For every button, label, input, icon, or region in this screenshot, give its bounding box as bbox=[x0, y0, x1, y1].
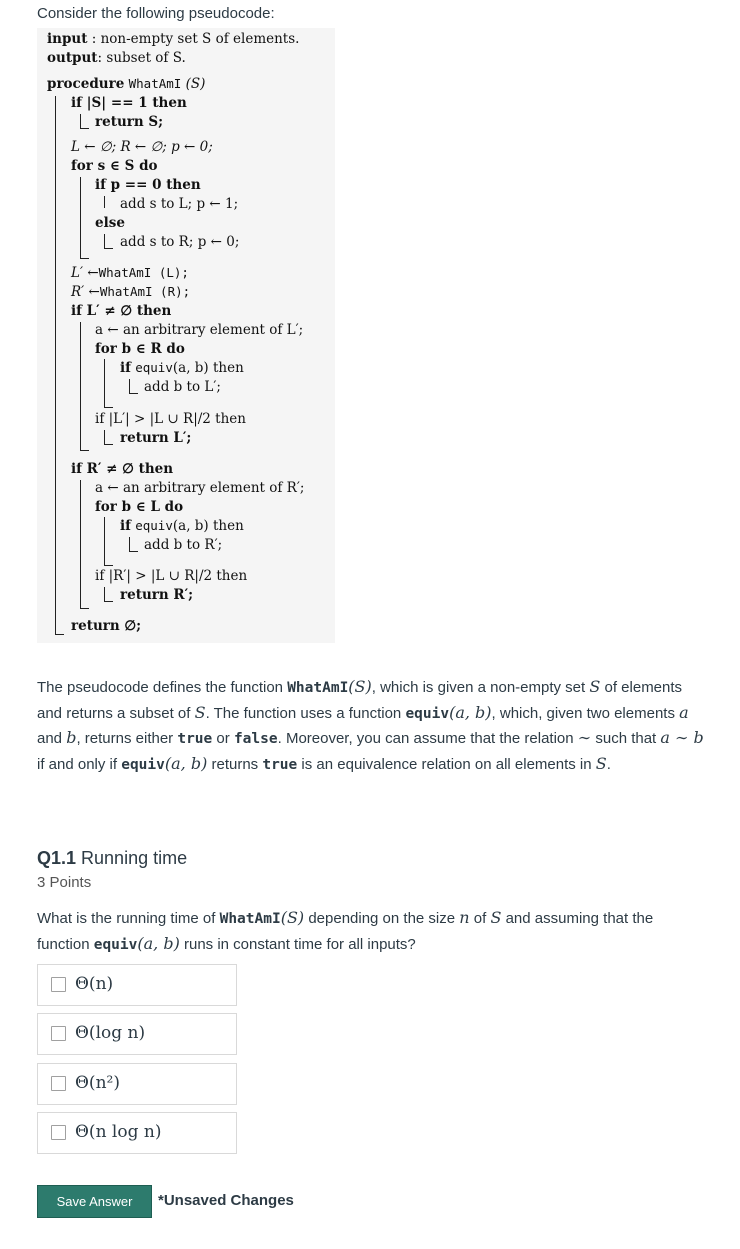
add-to-l: add s to L; p ← 1; bbox=[120, 196, 239, 212]
pseudocode-block bbox=[37, 28, 335, 643]
output-line: output: subset of S. bbox=[47, 50, 186, 66]
a-from-rprime: a ← an arbitrary element of R′; bbox=[95, 480, 305, 496]
add-b-rprime: add b to R′; bbox=[144, 537, 223, 553]
option-theta-n-squared[interactable] bbox=[37, 1063, 237, 1105]
save-answer-button[interactable]: Save Answer bbox=[37, 1185, 152, 1218]
return-s: return S; bbox=[95, 114, 164, 130]
else-line: else bbox=[95, 215, 125, 231]
if-size-l: if |L′| > |L ∪ R|/2 then bbox=[95, 411, 246, 427]
for-b-r: for b ∈ R do bbox=[95, 341, 185, 357]
if-equiv-2: if equiv(a, b) then bbox=[120, 518, 244, 534]
init-line: L ← ∅; R ← ∅; p ← 0; bbox=[71, 139, 213, 155]
question-points: 3 Points bbox=[37, 874, 92, 891]
add-to-r: add s to R; p ← 0; bbox=[120, 234, 240, 250]
question-title: Q1.1 Running time bbox=[37, 848, 188, 868]
option-label: Θ(log n) bbox=[75, 1023, 146, 1043]
procedure-header: procedure WhatAmI (S) bbox=[47, 76, 206, 92]
return-empty: return ∅; bbox=[71, 618, 142, 634]
option-label: Θ(n²) bbox=[75, 1073, 120, 1093]
option-theta-n-log-n[interactable] bbox=[37, 1112, 237, 1154]
a-from-lprime: a ← an arbitrary element of L′; bbox=[95, 322, 304, 338]
if-p: if p == 0 then bbox=[95, 177, 201, 193]
for-s: for s ∈ S do bbox=[71, 158, 158, 174]
for-b-l: for b ∈ L do bbox=[95, 499, 184, 515]
intro-text: Consider the following pseudocode: bbox=[37, 5, 275, 22]
if-size-r: if |R′| > |L ∪ R|/2 then bbox=[95, 568, 248, 584]
if-rprime: if R′ ≠ ∅ then bbox=[71, 461, 174, 477]
option-checkbox[interactable] bbox=[51, 1026, 66, 1041]
unsaved-changes-label: *Unsaved Changes bbox=[158, 1192, 294, 1209]
option-label: Θ(n) bbox=[75, 974, 114, 994]
description-paragraph: The pseudocode defines the function WhatAmI(S), which is given a non-empty set S of elements and returns a subset of S. The function uses a function equiv(a, b), which, given two elements a and b, returns either true or false. Moreover, you can assume that the relation ∼ such that a ∼ b if and only if equiv(a, b) returns true is an equivalence relation on all elements in S. bbox=[37, 677, 704, 773]
input-line: input : non-empty set S of elements. bbox=[47, 31, 300, 47]
if-lprime: if L′ ≠ ∅ then bbox=[71, 303, 172, 319]
question-text: What is the running time of WhatAmI(S) depending on the size n of S and assuming that the function equiv(a, b) runs in constant time for all inputs? bbox=[37, 908, 654, 953]
if-equiv-1: if equiv(a, b) then bbox=[120, 360, 244, 376]
option-theta-log-n[interactable] bbox=[37, 1013, 237, 1055]
option-checkbox[interactable] bbox=[51, 1076, 66, 1091]
if-single: if |S| == 1 then bbox=[71, 95, 187, 111]
option-checkbox[interactable] bbox=[51, 977, 66, 992]
option-theta-n[interactable] bbox=[37, 964, 237, 1006]
option-label: Θ(n log n) bbox=[75, 1122, 162, 1142]
return-lprime: return L′; bbox=[120, 430, 192, 446]
return-rprime: return R′; bbox=[120, 587, 194, 603]
lprime-call: L′ ←WhatAmI (L); bbox=[71, 265, 189, 281]
rprime-call: R′ ←WhatAmI (R); bbox=[71, 284, 191, 300]
add-b-lprime: add b to L′; bbox=[144, 379, 221, 395]
option-checkbox[interactable] bbox=[51, 1125, 66, 1140]
